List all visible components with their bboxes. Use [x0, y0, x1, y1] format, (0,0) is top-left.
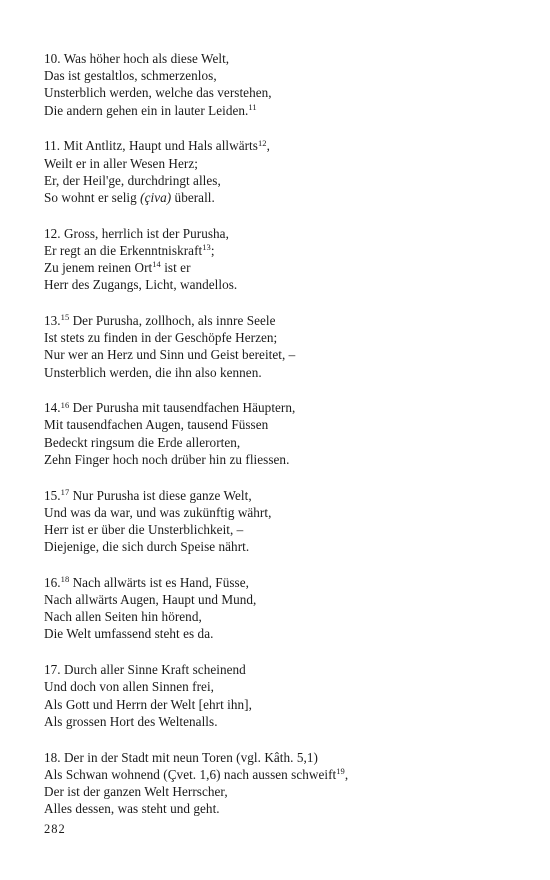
verse-line — [44, 678, 524, 695]
line-text: Ist stets zu finden in der Geschöpfe Herzen; — [44, 330, 278, 346]
verse-line — [44, 661, 524, 678]
line-text: , — [344, 766, 349, 782]
line-text: Die andern gehen ein in lauter Leiden. — [44, 102, 249, 118]
line-text: Der Purusha mit tausendfachen Häuptern, — [69, 400, 296, 416]
line-text: Nach allen Seiten hin hörend, — [44, 609, 202, 625]
verse-line — [44, 504, 524, 521]
verse-line — [44, 276, 524, 293]
verse-line — [44, 67, 524, 84]
line-text: 15. — [44, 487, 61, 503]
verse-line — [44, 137, 524, 154]
line-text: 13. — [44, 312, 61, 328]
verse-line — [44, 155, 524, 172]
line-text: Nach allwärts Augen, Haupt und Mund, — [44, 592, 257, 608]
verse-line — [44, 800, 524, 817]
verse-line — [44, 102, 524, 119]
line-text: Bedeckt ringsum die Erde allerorten, — [44, 434, 241, 450]
verse-line — [44, 574, 524, 591]
line-text: Zehn Finger hoch noch drüber hin zu fliessen. — [44, 451, 290, 467]
line-text: Nur Purusha ist diese ganze Welt, — [69, 487, 252, 503]
footnote-marker: 18 — [60, 574, 70, 585]
stanza — [44, 137, 524, 206]
line-text: 17. Durch aller Sinne Kraft scheinend — [44, 662, 246, 678]
line-text: überall. — [171, 189, 215, 205]
line-text: 16. — [44, 574, 61, 590]
line-text: Mit tausendfachen Augen, tausend Füssen — [44, 417, 269, 433]
line-text: Herr des Zugangs, Licht, wandellos. — [44, 277, 238, 293]
line-text: Der ist der ganzen Welt Herrscher, — [44, 783, 228, 799]
italic-term: (çiva) — [140, 189, 172, 205]
stanza — [44, 749, 524, 818]
line-text: Weilt er in aller Wesen Herz; — [44, 155, 198, 171]
stanza — [44, 661, 524, 730]
verse-line — [44, 696, 524, 713]
line-text: Das ist gestaltlos, schmerzenlos, — [44, 68, 217, 84]
line-text: ; — [210, 242, 215, 258]
line-text: Nach allwärts ist es Hand, Füsse, — [69, 574, 249, 590]
line-text: , — [266, 138, 270, 154]
line-text: 18. Der in der Stadt mit neun Toren (vgl. Kâth. 5,1) — [44, 749, 318, 765]
footnote-marker: 14 — [152, 259, 161, 270]
line-text: Er regt an die Erkenntniskraft — [44, 242, 203, 258]
verse-line — [44, 416, 524, 433]
footnote-marker: 19 — [336, 766, 345, 777]
footnote-marker: 11 — [248, 101, 257, 112]
line-text: 10. Was höher hoch als diese Welt, — [44, 51, 230, 66]
line-text: Die Welt umfassend steht es da. — [44, 626, 214, 642]
line-text: Er, der Heil'ge, durchdringt alles, — [44, 172, 221, 188]
line-text: Unsterblich werden, welche das verstehen, — [44, 85, 272, 101]
line-text: So wohnt er selig — [44, 189, 141, 205]
verse-line — [44, 713, 524, 730]
verse-line — [44, 487, 524, 504]
stanza — [44, 225, 524, 294]
line-text: 14. — [44, 400, 61, 416]
line-text: 12. Gross, herrlich ist der Purusha, — [44, 225, 229, 241]
verse-line — [44, 189, 524, 206]
verse-line — [44, 50, 524, 67]
footnote-marker: 12 — [257, 137, 267, 148]
line-text: Als Gott und Herrn der Welt [ehrt ihn], — [44, 696, 252, 712]
verse-line — [44, 329, 524, 346]
line-text: Nur wer an Herz und Sinn und Geist bereitet, – — [44, 347, 296, 363]
page-number: 282 — [44, 822, 66, 836]
stanza — [44, 574, 524, 643]
line-text: Als Schwan wohnend (Çvet. 1,6) nach aussen schweift — [44, 766, 337, 782]
line-text: Und was da war, und was zukünftig währt, — [44, 504, 272, 520]
verse-line — [44, 434, 524, 451]
verse-line — [44, 783, 524, 800]
line-text: Herr ist er über die Unsterblichkeit, – — [44, 521, 244, 537]
footnote-marker: 13 — [202, 242, 211, 253]
verse-line — [44, 172, 524, 189]
line-text: Alles dessen, was steht und geht. — [44, 801, 220, 817]
line-text: Der Purusha, zollhoch, als innre Seele — [69, 312, 276, 328]
verse-line — [44, 225, 524, 242]
stanza — [44, 487, 524, 556]
footnote-marker: 15 — [60, 312, 70, 323]
verse-line — [44, 364, 524, 381]
verse-line — [44, 625, 524, 642]
verse-line — [44, 346, 524, 363]
poem-body — [44, 50, 524, 836]
verse-line — [44, 312, 524, 329]
verse-line — [44, 84, 524, 101]
line-text: Und doch von allen Sinnen frei, — [44, 679, 215, 695]
verse-line — [44, 538, 524, 555]
verse-line — [44, 608, 524, 625]
line-text: ist er — [160, 260, 191, 276]
line-text: Unsterblich werden, die ihn also kennen. — [44, 364, 262, 380]
footnote-marker: 16 — [60, 399, 70, 410]
verse-line — [44, 749, 524, 766]
verse-line — [44, 399, 524, 416]
verse-line — [44, 521, 524, 538]
stanza — [44, 50, 524, 119]
line-text: Zu jenem reinen Ort — [44, 260, 153, 276]
verse-line — [44, 242, 524, 259]
verse-line — [44, 591, 524, 608]
line-text: Als grossen Hort des Weltenalls. — [44, 713, 218, 729]
stanza — [44, 399, 524, 468]
verse-line — [44, 259, 524, 276]
line-text: 11. Mit Antlitz, Haupt und Hals allwärts — [44, 138, 258, 154]
stanza — [44, 312, 524, 381]
verse-line — [44, 766, 524, 783]
line-text: Diejenige, die sich durch Speise nährt. — [44, 539, 250, 555]
verse-line — [44, 451, 524, 468]
footnote-marker: 17 — [60, 486, 70, 497]
